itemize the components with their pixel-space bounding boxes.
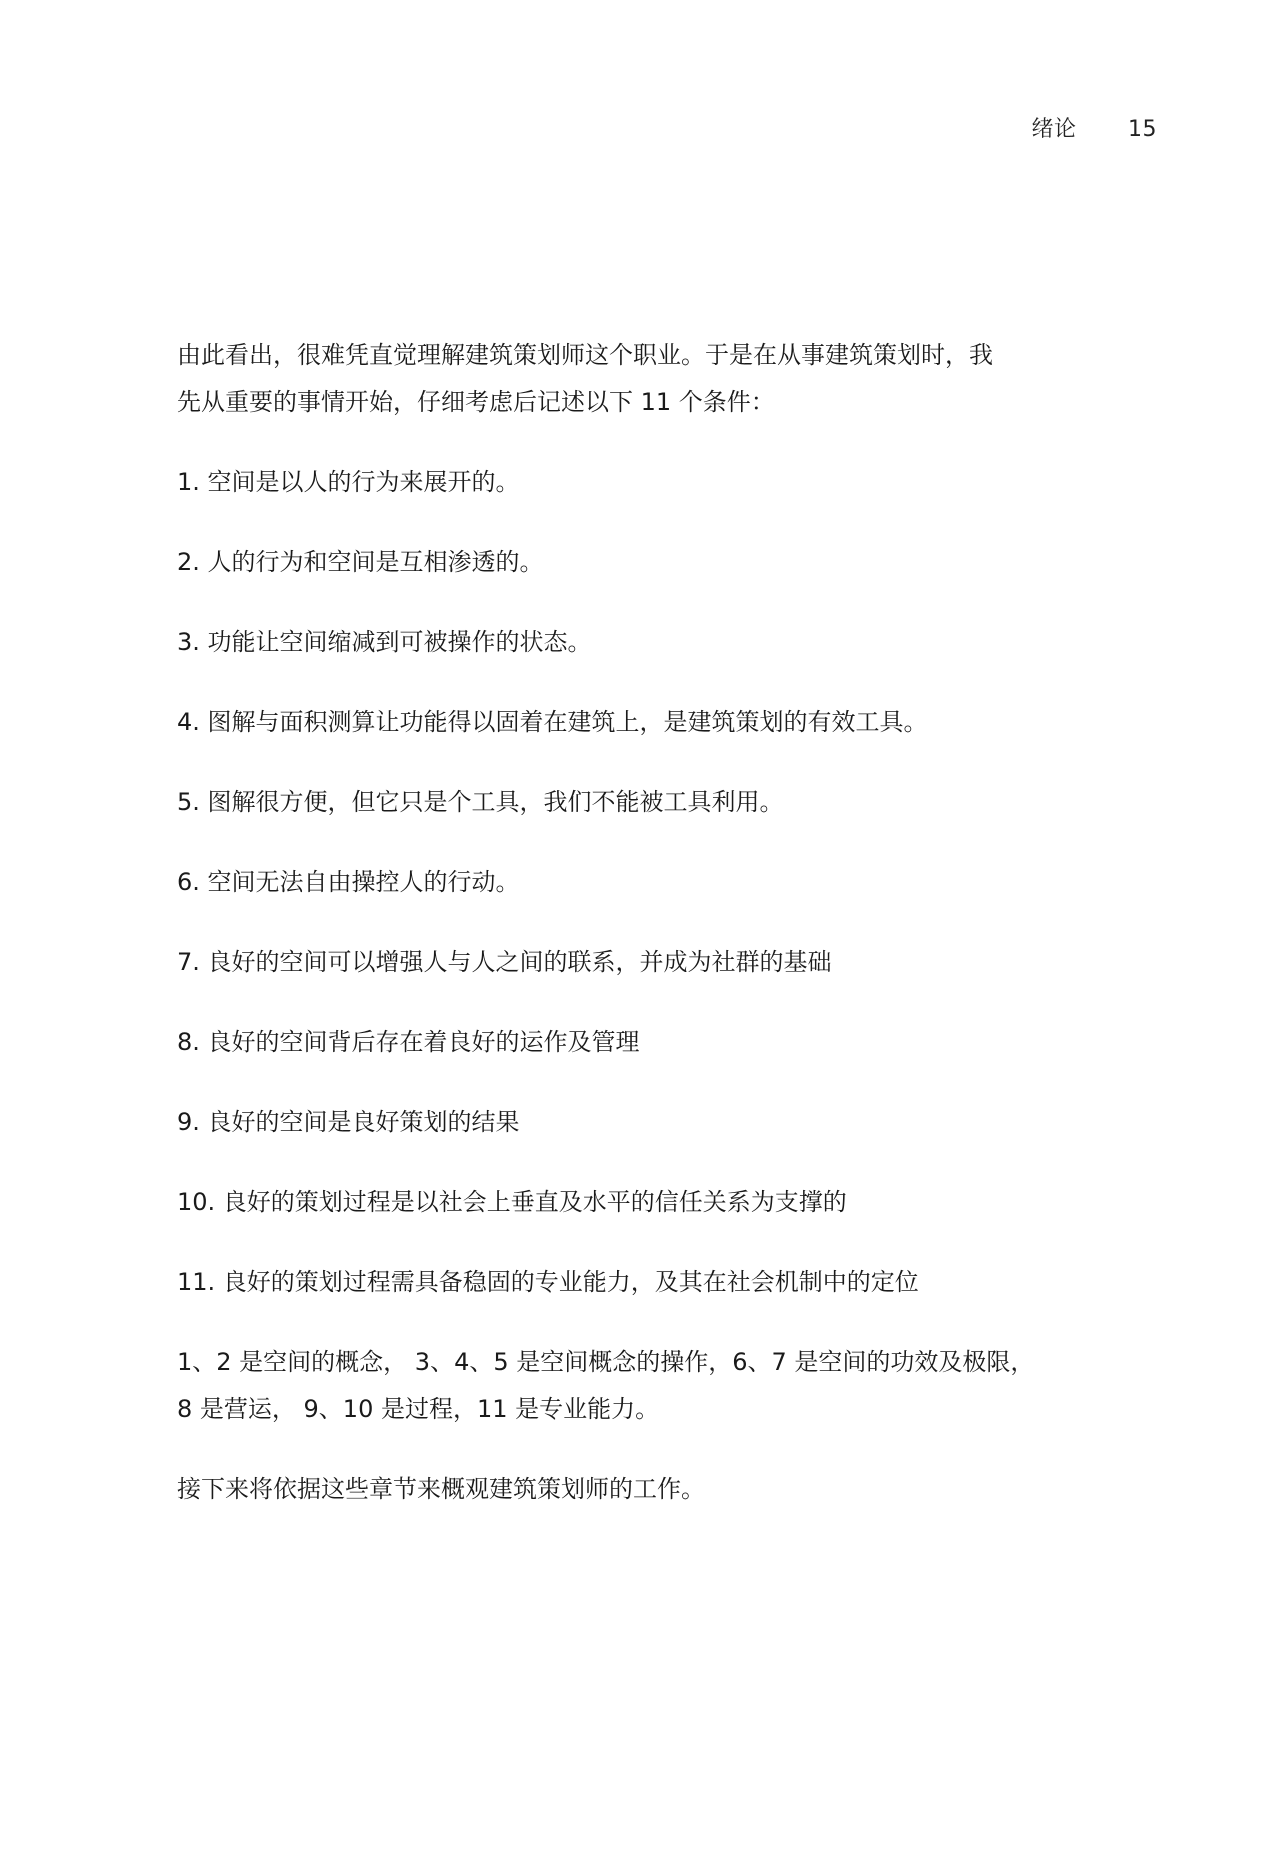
body-text bbox=[177, 332, 1092, 1513]
list-item: 2. 人的行为和空间是互相渗透的。 bbox=[177, 548, 544, 576]
summary-paragraph bbox=[177, 1339, 1092, 1433]
page-number: 15 bbox=[1128, 117, 1157, 142]
chapter-title: 绪论 bbox=[1031, 117, 1077, 142]
running-header bbox=[1031, 112, 1157, 143]
list-item: 5. 图解很方便，但它只是个工具，我们不能被工具利用。 bbox=[177, 788, 784, 816]
list-item: 9. 良好的空间是良好策划的结果 bbox=[177, 1108, 520, 1136]
closing-paragraph: 接下来将依据这些章节来概观建筑策划师的工作。 bbox=[177, 1475, 705, 1503]
list-item: 10. 良好的策划过程是以社会上垂直及水平的信任关系为支撑的 bbox=[177, 1188, 847, 1216]
list-item: 4. 图解与面积测算让功能得以固着在建筑上，是建筑策划的有效工具。 bbox=[177, 708, 928, 736]
list-item: 8. 良好的空间背后存在着良好的运作及管理 bbox=[177, 1028, 640, 1056]
list-item: 11. 良好的策划过程需具备稳固的专业能力，及其在社会机制中的定位 bbox=[177, 1268, 919, 1296]
list-item: 6. 空间无法自由操控人的行动。 bbox=[177, 868, 520, 896]
list-item: 7. 良好的空间可以增强人与人之间的联系，并成为社群的基础 bbox=[177, 948, 832, 976]
intro-paragraph bbox=[177, 332, 1092, 426]
summary-line: 8 是营运， 9、10 是过程，11 是专业能力。 bbox=[177, 1395, 660, 1423]
intro-line: 由此看出，很难凭直觉理解建筑策划师这个职业。于是在从事建筑策划时，我 bbox=[177, 341, 993, 369]
list-item: 1. 空间是以人的行为来展开的。 bbox=[177, 468, 520, 496]
list-item: 3. 功能让空间缩减到可被操作的状态。 bbox=[177, 628, 592, 656]
intro-line: 先从重要的事情开始，仔细考虑后记述以下 11 个条件： bbox=[177, 388, 775, 416]
summary-line: 1、2 是空间的概念， 3、4、5 是空间概念的操作，6、7 是空间的功效及极限， bbox=[177, 1348, 1035, 1376]
